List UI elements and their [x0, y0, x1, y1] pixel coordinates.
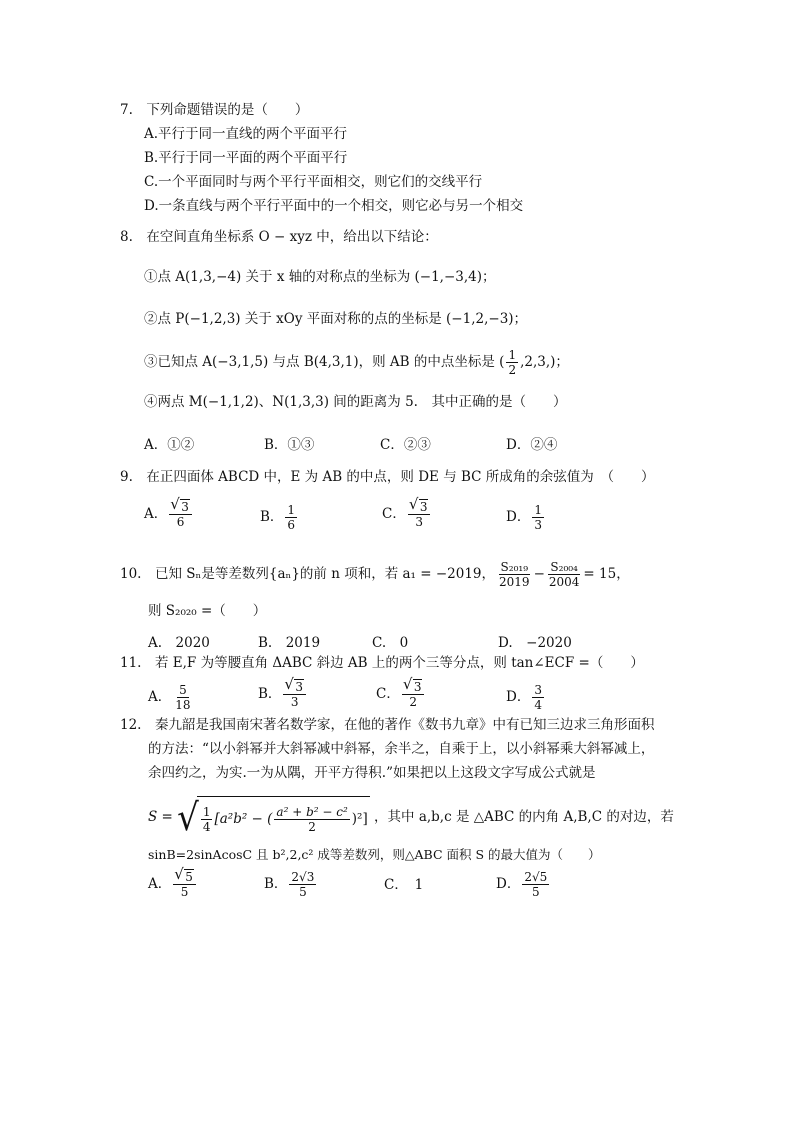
q12-formula-s: S =: [148, 809, 173, 825]
q8-s3-post: ,2,3,)；: [520, 354, 569, 370]
q8-statement-4: ④两点 M(−1,1,2)、N(1,3,3) 间的距离为 5. 其中正确的是（ ）: [144, 394, 567, 410]
q11-c-label: C．: [376, 686, 400, 702]
q12-option-d: [496, 870, 551, 899]
q9-c-fraction: [408, 500, 431, 529]
q11-a-den: 18: [175, 698, 191, 712]
q9-b-fraction: [285, 503, 297, 532]
q12-a-fraction: [173, 870, 196, 899]
q12-d-num: 2√5: [524, 870, 548, 884]
q11-option-d: [506, 683, 546, 712]
q9-a-den: 6: [176, 515, 185, 529]
q8-s3-fraction: [506, 348, 518, 377]
q11-d-num: 3: [534, 683, 542, 697]
q12-d-fraction: [522, 870, 549, 899]
q9-d-den: 3: [534, 518, 542, 532]
q9-d-label: D．: [506, 509, 531, 525]
q12-b-label: B．: [264, 876, 288, 892]
q9-d-num: 1: [534, 503, 542, 517]
q12-a-den: 5: [180, 885, 189, 899]
q10-f2-den: 2004: [548, 575, 580, 589]
q11-b-num: 3: [295, 680, 304, 694]
q12-formula-end: )²]: [351, 811, 368, 827]
q8-stem: 8. 在空间直角坐标系 O − xyz 中，给出以下结论：: [120, 229, 438, 245]
q8-statement-1: ①点 A(1,3,−4) 关于 x 轴的对称点的坐标为 (−1,−3,4)；: [144, 269, 496, 285]
q10-option-c: C. 0: [372, 635, 409, 651]
q9-b-num: 1: [287, 503, 296, 517]
q11-d-label: D．: [506, 689, 531, 705]
q12-d-den: 5: [531, 885, 540, 899]
q10-option-a: A. 2020: [148, 635, 210, 651]
q11-d-fraction: [532, 683, 544, 712]
q7-stem: 7. 下列命题错误的是（ ）: [120, 102, 309, 118]
q10-option-d: D. −2020: [498, 635, 572, 651]
q10-option-b: B. 2019: [258, 635, 321, 651]
q8-statement-2: ②点 P(−1,2,3) 关于 xOy 平面对称的点的坐标是 (−1,2,−3)；: [144, 311, 528, 327]
q11-b-fraction: [283, 680, 306, 709]
q12-line-3: 余四约之，为实.一为从隅，开平方得积.”如果把以上这段文字写成公式就是: [148, 765, 596, 781]
q12-formula-inner-fraction: [274, 805, 349, 834]
q12-b-num: 2√3: [291, 870, 315, 884]
q9-b-den: 6: [287, 518, 296, 532]
q12-b-fraction: [289, 870, 316, 899]
q9-a-fraction: [169, 500, 192, 529]
q10-fraction-2: [547, 560, 582, 589]
q9-option-b: [260, 503, 299, 532]
q9-c-num: 3: [419, 500, 428, 514]
q9-c-den: 3: [415, 515, 423, 529]
q12-a-num: 5: [185, 870, 193, 884]
q12-line-5: sinB=2sinAcosC 且 b²,2,c² 成等差数列，则△ABC 面积 S 的最大值为（ ）: [148, 847, 601, 862]
q12-option-a: [148, 870, 198, 899]
q12-formula-quarter: [201, 805, 213, 834]
q12-line-1: 12. 秦九韶是我国南宋著名数学家，在他的著作《数书九章》中有已知三边求三角形面积: [120, 717, 655, 733]
q12-option-b: [264, 870, 318, 899]
q10-f1-den: 2019: [499, 575, 530, 589]
q12-in-num: a² + b² − c²: [276, 804, 348, 819]
q9-option-a: [144, 500, 194, 529]
q12-b-den: 5: [299, 885, 307, 899]
q8-option-d: D．②④: [506, 437, 558, 453]
q11-option-b: [258, 680, 308, 709]
q9-stem: 9. 在正四面体 ABCD 中，E 为 AB 的中点，则 DE 与 BC 所成角的余弦值为 （ ）: [120, 469, 655, 485]
q10-f2-num: S₂₀₀₄: [550, 560, 578, 574]
q10-ask: 则 S₂₀₂₀ =（ ）: [148, 603, 267, 619]
q8-s3-num: 1: [508, 348, 517, 362]
q9-a-label: A．: [144, 506, 168, 522]
q7-option-c: C.一个平面同时与两个平行平面相交，则它们的交线平行: [144, 174, 483, 190]
q11-a-label: A．: [148, 689, 172, 705]
q12-q-den: 4: [202, 819, 211, 834]
q12-a-label: A．: [148, 876, 172, 892]
q10-fraction-1: [497, 560, 532, 589]
q12-d-label: D．: [496, 876, 521, 892]
q12-in-den: 2: [308, 819, 316, 834]
q11-c-fraction: [402, 680, 425, 709]
q12-formula-sqrt: √ $\frac{1}{4}$ [a²b² − ( $\frac{\text{a² + b² − c²}}{2}$ )²]: [177, 795, 368, 840]
q11-b-label: B．: [258, 686, 282, 702]
q8-statement-3: [144, 348, 569, 377]
q12-line-4-post: ，其中 a,b,c 是 △ABC 的内角 A,B,C 的对边，若: [374, 809, 674, 825]
q11-option-c: [376, 680, 426, 709]
q8-s3-den: 2: [508, 363, 517, 377]
q10-minus: −: [533, 566, 545, 582]
q9-c-label: C．: [382, 506, 406, 522]
q12-line-2: 的方法：“以小斜幂并大斜幂减中斜幂，余半之，自乘于上，以小斜幂乘大斜幂减上，: [148, 741, 655, 757]
q11-c-den: 2: [409, 695, 417, 709]
q12-formula-mid: [a²b² − (: [214, 811, 273, 827]
q11-a-num: 5: [179, 683, 187, 697]
q11-c-num: 3: [413, 680, 422, 694]
q12-q-num: 1: [202, 804, 211, 819]
q9-d-fraction: [532, 503, 544, 532]
q10-stem-text: 10. 已知 Sₙ是等差数列{aₙ}的前 n 项和，若 a₁ = −2019，: [120, 566, 496, 582]
q8-s3-pre: ③已知点 A(−3,1,5) 与点 B(4,3,1)，则 AB 的中点坐标是 (: [144, 354, 505, 370]
q12-formula-line: [148, 796, 674, 839]
q9-b-label: B．: [260, 509, 284, 525]
q11-d-den: 4: [534, 698, 542, 712]
q7-option-a: A.平行于同一直线的两个平面平行: [144, 126, 348, 142]
q12-option-c: C． 1: [384, 877, 424, 893]
q9-a-num: 3: [181, 500, 189, 514]
q7-option-b: B.平行于同一平面的两个平面平行: [144, 150, 348, 166]
q11-a-fraction: [173, 683, 192, 712]
q9-option-d: [506, 503, 546, 532]
q9-option-c: [382, 500, 432, 529]
q8-option-c: C．②③: [380, 437, 431, 453]
q8-option-a: A．①②: [144, 437, 195, 453]
q10-f1-num: S₂₀₁₉: [500, 560, 529, 574]
q11-stem: 11. 若 E,F 为等腰直角 ΔABC 斜边 AB 上的两个三等分点，则 tan∠ECF =（ ）: [120, 655, 644, 671]
q11-b-den: 3: [290, 695, 299, 709]
q8-option-b: B．①③: [264, 437, 315, 453]
q11-option-a: [148, 683, 195, 712]
q10-equals: = 15，: [583, 566, 630, 582]
q10-stem: [120, 560, 630, 589]
q7-option-d: D.一条直线与两个平行平面中的一个相交，则它必与另一个相交: [144, 198, 524, 214]
